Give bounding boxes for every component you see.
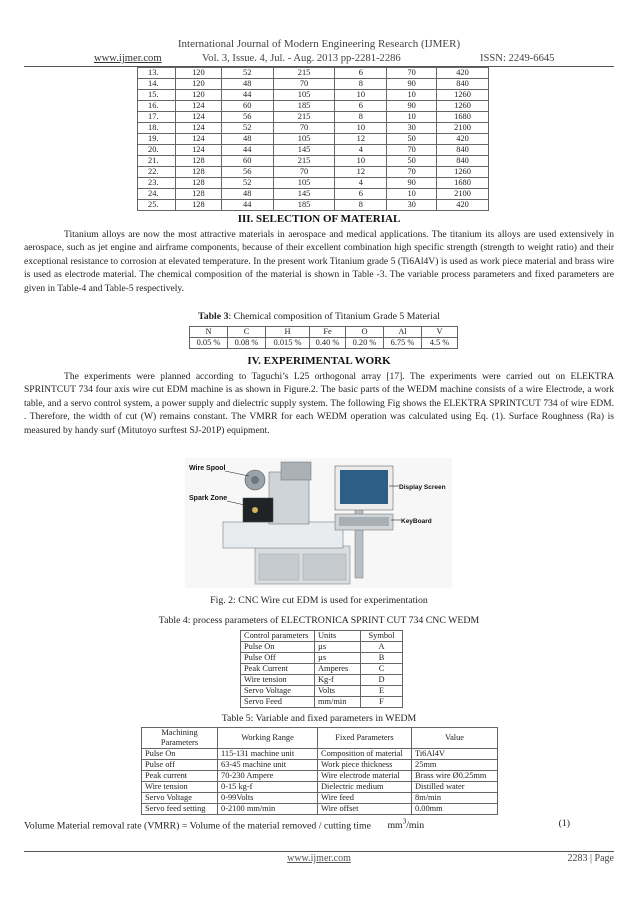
table-cell: 17.: [138, 112, 176, 123]
table-cell: 0-15 kg-f: [218, 782, 318, 793]
table-row: [142, 804, 498, 815]
table-row: [241, 664, 403, 675]
table-cell: 128: [175, 200, 221, 211]
table3-value-cell: 4.5 %: [422, 338, 458, 349]
table3-header-cell: N: [190, 327, 228, 338]
table5-header-row: [142, 728, 498, 749]
table-cell: B: [361, 653, 403, 664]
table-cell: Amperes: [315, 664, 361, 675]
table3-header-cell: Al: [384, 327, 422, 338]
table-cell: 52: [221, 68, 273, 79]
table-cell: 60: [221, 101, 273, 112]
equation-number: (1): [558, 818, 570, 829]
table-cell: 30: [387, 123, 437, 134]
header-volume: Vol. 3, Issue. 4, Jul. - Aug. 2013 pp-2281-2286: [202, 53, 401, 64]
table-cell: 48: [221, 79, 273, 90]
table3-header-cell: O: [346, 327, 384, 338]
figure2-caption: Fig. 2: CNC Wire cut EDM is used for experimentation: [210, 595, 428, 606]
table-row: [142, 771, 498, 782]
table-cell: 215: [273, 112, 335, 123]
table-cell: 12: [335, 167, 387, 178]
table-row: [138, 134, 489, 145]
table-row: [241, 642, 403, 653]
table-cell: 120: [175, 79, 221, 90]
process-parameters-table: [240, 630, 403, 708]
display-screen: [340, 470, 388, 504]
table-cell: Servo feed setting: [142, 804, 218, 815]
footer-page-number: 2283 | Page: [567, 853, 614, 864]
table-cell: Wire tension: [142, 782, 218, 793]
table-cell: 22.: [138, 167, 176, 178]
header-issn: ISSN: 2249-6645: [480, 53, 555, 64]
table-row: [138, 79, 489, 90]
table-cell: E: [361, 686, 403, 697]
table-cell: Pulse off: [142, 760, 218, 771]
table-cell: 50: [387, 134, 437, 145]
table-cell: 2100: [437, 189, 489, 200]
table-row: [138, 156, 489, 167]
equation-line: [24, 818, 614, 831]
table4-header-cell: Units: [315, 631, 361, 642]
machine-base-panel: [259, 554, 299, 580]
table-cell: 10: [387, 112, 437, 123]
table5-header-cell: Value: [412, 728, 498, 749]
journal-title: International Journal of Modern Engineering Research (IJMER): [177, 38, 461, 50]
table-cell: Servo Feed: [241, 697, 315, 708]
table-cell: 8m/min: [412, 793, 498, 804]
table-cell: 1260: [437, 167, 489, 178]
machine-base-panel-2: [303, 554, 346, 580]
label-wire-spool: Wire Spool: [189, 465, 226, 472]
table-cell: µs: [315, 653, 361, 664]
table4-header-row: [241, 631, 403, 642]
table-cell: 2100: [437, 123, 489, 134]
table-cell: 44: [221, 90, 273, 101]
footer-url-link[interactable]: www.ijmer.com: [287, 853, 351, 864]
table3-header-cell: C: [228, 327, 266, 338]
table-cell: Kg-f: [315, 675, 361, 686]
table-row: [138, 178, 489, 189]
table-row: [138, 145, 489, 156]
table-cell: 60: [221, 156, 273, 167]
table-cell: 128: [175, 167, 221, 178]
table-cell: F: [361, 697, 403, 708]
table-cell: 52: [221, 123, 273, 134]
table-cell: Wire electrode material: [318, 771, 412, 782]
table-row: [241, 697, 403, 708]
table-cell: 124: [175, 101, 221, 112]
table-cell: 120: [175, 90, 221, 101]
table-cell: 145: [273, 189, 335, 200]
table-cell: 124: [175, 134, 221, 145]
table-cell: 14.: [138, 79, 176, 90]
table-cell: A: [361, 642, 403, 653]
table5-header-cell: Fixed Parameters: [318, 728, 412, 749]
table-cell: 215: [273, 68, 335, 79]
table-cell: 1260: [437, 101, 489, 112]
section-experimental-paragraph: [24, 370, 614, 437]
spark-zone-glow: [252, 507, 258, 513]
table-cell: 20.: [138, 145, 176, 156]
table-cell: 6: [335, 189, 387, 200]
table-cell: 50: [387, 156, 437, 167]
table-cell: mm/min: [315, 697, 361, 708]
table-cell: 4: [335, 145, 387, 156]
footer-rule: [24, 851, 614, 852]
table-cell: 8: [335, 79, 387, 90]
table-row: [138, 189, 489, 200]
table-cell: Wire offset: [318, 804, 412, 815]
table-cell: 18.: [138, 123, 176, 134]
table3-header-row: [190, 327, 458, 338]
table-cell: 70: [273, 123, 335, 134]
table-row: [241, 686, 403, 697]
table-cell: 70: [387, 68, 437, 79]
table-row: [142, 760, 498, 771]
table-cell: Wire tension: [241, 675, 315, 686]
table-cell: C: [361, 664, 403, 675]
table-row: [241, 675, 403, 686]
table-cell: 124: [175, 145, 221, 156]
table-cell: 1260: [437, 90, 489, 101]
table-cell: Distilled water: [412, 782, 498, 793]
header-url-link[interactable]: www.ijmer.com: [94, 53, 162, 64]
table-cell: 56: [221, 112, 273, 123]
table-cell: 63-45 machine unit: [218, 760, 318, 771]
table-cell: Servo Voltage: [241, 686, 315, 697]
table3-caption: Table 3: Chemical composition of Titanium Grade 5 Material: [198, 311, 440, 322]
table-cell: 15.: [138, 90, 176, 101]
section-heading-material: III. SELECTION OF MATERIAL: [237, 213, 401, 225]
wire-spool-hub: [251, 476, 259, 484]
experimental-paragraph-text: The experiments were planned according to Taguchi’s L25 orthogonal array [17]. The experiments were carried out on ELEKTRA SPRINTCUT 734 four axis wire cut EDM machine is as shown in Figure.2. The basic parts of the WEDM machine consists of a wire Electrode, a work table, and a servo control system, a power supply and dielectric supply system. The following Fig shows the ELEKTRA SPRINTCUT 734 of wire EDM. . Therefore, the width of cut (W) remains constant. The VMRR for each WEDM operation was calculated using Eq. (1). Surface Roughness (Ra) is measured by handy surf (Mitutoyo surftest SJ-201P) equipment.: [24, 371, 614, 436]
table-cell: 115-131 machine unit: [218, 749, 318, 760]
table-cell: 105: [273, 134, 335, 145]
machine-head: [281, 462, 311, 480]
table-cell: 8: [335, 200, 387, 211]
table-cell: 10: [387, 189, 437, 200]
table-cell: Pulse On: [142, 749, 218, 760]
table-cell: 70: [273, 167, 335, 178]
table-cell: 23.: [138, 178, 176, 189]
table-cell: 120: [175, 68, 221, 79]
material-paragraph-text: Titanium alloys are now the most attractive materials in aerospace and medical applications. The titanium its alloys are used extensively in aerospace, such as jet engine and airframe components, because of their excellent combination high specific strength (strength to weight ratio) and their exceptional resistance to corrosion at elevated temperature. In the present work Titanium grade 5 (Ti6Al4V) is used as work piece material and brass wire is used as electrode material. The chemical composition of the material is shown in Table -3. The variable process parameters and fixed parameters are given in Table-4 and Table-5 respectively.: [24, 229, 614, 294]
table-cell: 215: [273, 156, 335, 167]
label-keyboard: KeyBoard: [401, 518, 432, 525]
table-cell: 6: [335, 101, 387, 112]
table-cell: 30: [387, 200, 437, 211]
table-cell: 10: [335, 90, 387, 101]
table-cell: 128: [175, 156, 221, 167]
table3-value-cell: 6.75 %: [384, 338, 422, 349]
table-cell: 8: [335, 112, 387, 123]
table-cell: 90: [387, 101, 437, 112]
experiment-table-continued: [137, 67, 489, 211]
table3-header-cell: V: [422, 327, 458, 338]
table-cell: 21.: [138, 156, 176, 167]
work-tank: [223, 522, 343, 548]
section-material-paragraph: [24, 228, 614, 295]
table-cell: Dielectric medium: [318, 782, 412, 793]
table-row: [138, 68, 489, 79]
equation-unit: $mm^3/\min$: [387, 818, 425, 832]
label-display-screen: Display Screen: [399, 484, 446, 491]
table-cell: Peak current: [142, 771, 218, 782]
table-cell: 13.: [138, 68, 176, 79]
table-cell: 48: [221, 189, 273, 200]
table-cell: 90: [387, 178, 437, 189]
table3-value-cell: 0.015 %: [266, 338, 310, 349]
table-cell: Work piece thickness: [318, 760, 412, 771]
table-cell: Pulse On: [241, 642, 315, 653]
table-cell: 185: [273, 101, 335, 112]
table-cell: 25.: [138, 200, 176, 211]
table-cell: 44: [221, 145, 273, 156]
table-cell: 10: [387, 90, 437, 101]
table-row: [138, 123, 489, 134]
table-row: [241, 653, 403, 664]
table-cell: 124: [175, 112, 221, 123]
table-cell: 70: [387, 145, 437, 156]
table3-value-cell: 0.20 %: [346, 338, 384, 349]
table-cell: Wire feed: [318, 793, 412, 804]
table-cell: 840: [437, 156, 489, 167]
table-cell: Ti6Al4V: [412, 749, 498, 760]
label-spark-zone: Spark Zone: [189, 495, 228, 502]
table-cell: 90: [387, 79, 437, 90]
table-row: [138, 90, 489, 101]
table3-header-cell: H: [266, 327, 310, 338]
table-cell: 1680: [437, 178, 489, 189]
table-cell: 12: [335, 134, 387, 145]
table-row: [142, 793, 498, 804]
variable-fixed-parameters-table: [141, 727, 498, 815]
table-row: [138, 200, 489, 211]
table-cell: 25mm: [412, 760, 498, 771]
table-cell: 44: [221, 200, 273, 211]
table-row: [142, 749, 498, 760]
table3-value-cell: 0.05 %: [190, 338, 228, 349]
table-cell: 10: [335, 123, 387, 134]
table-row: [138, 101, 489, 112]
table-cell: µs: [315, 642, 361, 653]
table-cell: Servo Voltage: [142, 793, 218, 804]
table4-header-cell: Control parameters: [241, 631, 315, 642]
table-cell: Pulse Off: [241, 653, 315, 664]
table-cell: 70-230 Ampere: [218, 771, 318, 782]
keyboard-keys: [339, 517, 389, 526]
table-cell: Volts: [315, 686, 361, 697]
table-cell: Peak Current: [241, 664, 315, 675]
table-cell: 19.: [138, 134, 176, 145]
table-cell: 105: [273, 90, 335, 101]
table-row: [138, 112, 489, 123]
table-cell: 185: [273, 200, 335, 211]
table-cell: 56: [221, 167, 273, 178]
table-cell: 70: [273, 79, 335, 90]
table-row: [142, 782, 498, 793]
table-cell: Brass wire Ø0.25mm: [412, 771, 498, 782]
table-cell: 70: [387, 167, 437, 178]
table-cell: Composition of material: [318, 749, 412, 760]
table-cell: 105: [273, 178, 335, 189]
table-cell: 840: [437, 145, 489, 156]
table-cell: 124: [175, 123, 221, 134]
table-cell: 10: [335, 156, 387, 167]
table3-value-cell: 0.40 %: [310, 338, 346, 349]
equation-text: Volume Material removal rate (VMRR) = Volume of the material removed / cutting time: [24, 820, 371, 832]
table-cell: 420: [437, 68, 489, 79]
table-cell: 0.00mm: [412, 804, 498, 815]
table-cell: 128: [175, 178, 221, 189]
table4-caption: Table 4: process parameters of ELECTRONICA SPRINT CUT 734 CNC WEDM: [158, 615, 480, 626]
table4-header-cell: Symbol: [361, 631, 403, 642]
table3-header-cell: Fe: [310, 327, 346, 338]
table-cell: 0-2100 mm/min: [218, 804, 318, 815]
table-cell: 16.: [138, 101, 176, 112]
table-cell: 420: [437, 134, 489, 145]
table3-value-cell: 0.08 %: [228, 338, 266, 349]
table-cell: 48: [221, 134, 273, 145]
table-cell: 420: [437, 200, 489, 211]
table-row: [138, 167, 489, 178]
wedm-machine-figure: [185, 458, 452, 588]
table5-header-cell: Working Range: [218, 728, 318, 749]
section-heading-experimental: IV. EXPERIMENTAL WORK: [247, 355, 391, 367]
table5-caption: Table 5: Variable and fixed parameters in WEDM: [221, 713, 417, 724]
table-cell: 840: [437, 79, 489, 90]
table-cell: 0-99Volts: [218, 793, 318, 804]
table-cell: 24.: [138, 189, 176, 200]
table-cell: 4: [335, 178, 387, 189]
chemical-composition-table: [189, 326, 458, 349]
table-cell: 128: [175, 189, 221, 200]
table-cell: 6: [335, 68, 387, 79]
table-cell: 52: [221, 178, 273, 189]
table5-header-cell: Machining Parameters: [142, 728, 218, 749]
table3-values-row: [190, 338, 458, 349]
table-cell: 145: [273, 145, 335, 156]
table-cell: 1680: [437, 112, 489, 123]
table-cell: D: [361, 675, 403, 686]
